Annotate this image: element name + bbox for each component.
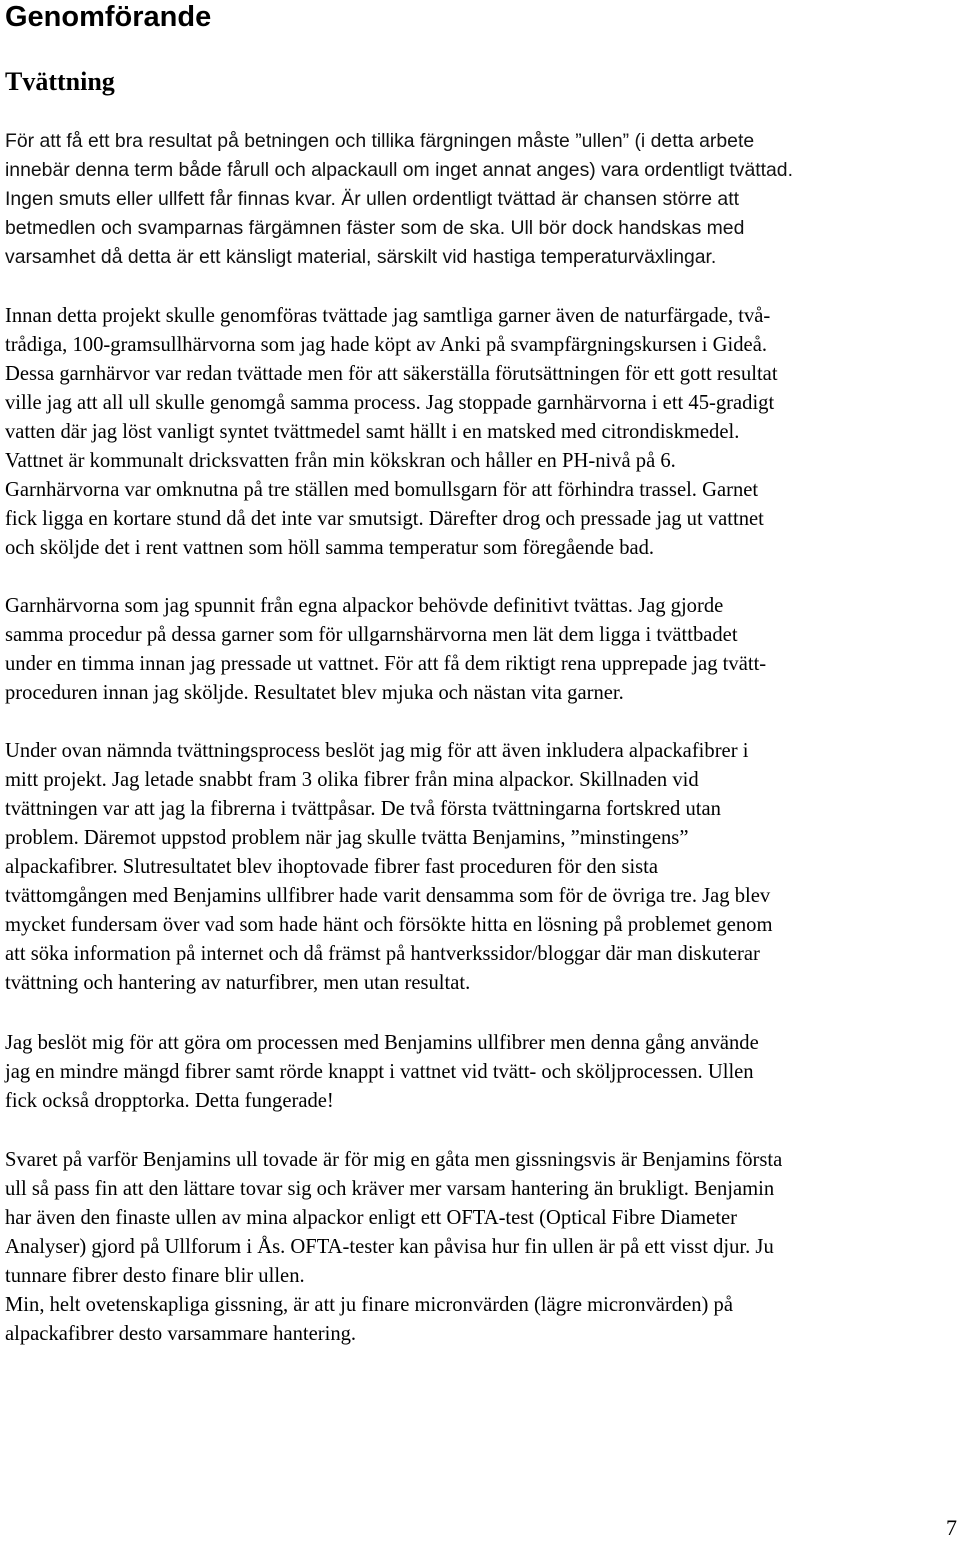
text-line: Garnhärvorna var omknutna på tre ställen med bomullsgarn för att förhindra trassel. Garnet xyxy=(5,479,759,501)
page-title: Genomförande xyxy=(5,1,212,33)
text-line: proceduren innan jag sköljde. Resultatet blev mjuka och nästan vita garner. xyxy=(5,682,624,704)
text-line: betmedlen och svamparnas färgämnen fäster som de ska. Ull bör dock handskas med xyxy=(5,217,745,239)
paragraph-3 xyxy=(5,592,960,708)
text-line: Garnhärvorna som jag spunnit från egna alpackor behövde definitivt tvättas. Jag gjorde xyxy=(5,595,724,617)
text-line: tvättomgången med Benjamins ullfibrer hade varit densamma som för de övriga tre. Jag blev xyxy=(5,885,771,907)
text-line: fick ligga en kortare stund då det inte var smutsigt. Därefter drog och pressade jag ut vattnet xyxy=(5,508,764,530)
text-line: tvättning och hantering av naturfibrer, men utan resultat. xyxy=(5,972,471,994)
paragraph-5 xyxy=(5,1029,960,1116)
text-line: För att få ett bra resultat på betningen och tillika färgningen måste ”ullen” (i detta arbete xyxy=(5,130,755,152)
text-line: Under ovan nämnda tvättningsprocess beslöt jag mig för att även inkludera alpackafibrer i xyxy=(5,740,749,762)
text-line: jag en mindre mängd fibrer samt rörde knappt i vattnet vid tvätt- och sköljprocessen. Ullen xyxy=(5,1061,754,1083)
paragraph-6 xyxy=(5,1146,960,1349)
text-line: alpackafibrer. Slutresultatet blev ihoptovade fibrer fast proceduren för den sista xyxy=(5,856,659,878)
text-line: tunnare fibrer desto finare blir ullen. xyxy=(5,1265,305,1287)
text-line: tvättningen var att jag la fibrerna i tvättpåsar. De två första tvättningarna fortskred utan xyxy=(5,798,721,820)
text-line: Innan detta projekt skulle genomföras tvättade jag samtliga garner även de naturfärgade, två- xyxy=(5,305,771,327)
paragraph-1 xyxy=(5,127,955,272)
text-line: Analyser) gjord på Ullforum i Ås. OFTA-tester kan påvisa hur fin ullen är på ett visst djur. Ju xyxy=(5,1236,774,1258)
section-heading: Tvättning xyxy=(5,67,115,96)
text-line: innebär denna term både fårull och alpackaull om inget annat anges) vara ordentligt tvättad. xyxy=(5,159,793,181)
text-line: ull så pass fin att den lättare tovar sig och kräver mer varsam hantering än brukligt. Benjamin xyxy=(5,1178,775,1200)
text-line: samma procedur på dessa garner som för ullgarnshärvorna men lät dem ligga i tvättbadet xyxy=(5,624,738,646)
page-number: 7 xyxy=(946,1515,957,1540)
text-line: Jag beslöt mig för att göra om processen med Benjamins ullfibrer men denna gång använde xyxy=(5,1032,759,1054)
text-line: fick också dropptorka. Detta fungerade! xyxy=(5,1090,334,1112)
text-line: ville jag att all ull skulle genomgå samma process. Jag stoppade garnhärvorna i ett 45-gradigt xyxy=(5,392,775,414)
text-line: alpackafibrer desto varsammare hantering. xyxy=(5,1323,357,1345)
text-line: att söka information på internet och då främst på hantverkssidor/bloggar där man diskuterar xyxy=(5,943,760,965)
text-line: och sköljde det i rent vattnen som höll samma temperatur som föregående bad. xyxy=(5,537,655,559)
text-line: problem. Däremot uppstod problem när jag skulle tvätta Benjamins, ”minstingens” xyxy=(5,827,689,849)
text-line: under en timma innan jag pressade ut vattnet. För att få dem riktigt rena upprepade jag tvätt- xyxy=(5,653,767,675)
text-line: Vattnet är kommunalt dricksvatten från min kökskran och håller en PH-nivå på 6. xyxy=(5,450,676,472)
text-line: Svaret på varför Benjamins ull tovade är för mig en gåta men gissningsvis är Benjamins första xyxy=(5,1149,783,1171)
text-line: Dessa garnhärvor var redan tvättade men för att säkerställa förutsättningen för ett gott resultat xyxy=(5,363,778,385)
text-line: trådiga, 100-gramsullhärvorna som jag hade köpt av Anki på svampfärgningskursen i Gideå. xyxy=(5,334,767,356)
text-line: Ingen smuts eller ullfett får finnas kvar. Är ullen ordentligt tvättad är chansen större att xyxy=(5,188,739,210)
text-line: varsamhet då detta är ett känsligt material, särskilt vid hastiga temperaturväxlingar. xyxy=(5,246,717,268)
text-line: Min, helt ovetenskapliga gissning, är att ju finare micronvärden (lägre micronvärden) på xyxy=(5,1294,733,1316)
paragraph-4 xyxy=(5,737,960,998)
text-line: vatten där jag löst vanligt syntet tvättmedel samt hällt i en matsked med citrondiskmedel. xyxy=(5,421,740,443)
text-line: mycket fundersam över vad som hade hänt och försökte hitta en lösning på problemet genom xyxy=(5,914,773,936)
text-line: har även den finaste ullen av mina alpackor enligt ett OFTA-test (Optical Fibre Diameter xyxy=(5,1207,738,1229)
paragraph-2 xyxy=(5,302,960,563)
text-line: mitt projekt. Jag letade snabbt fram 3 olika fibrer från mina alpackor. Skillnaden vid xyxy=(5,769,699,791)
